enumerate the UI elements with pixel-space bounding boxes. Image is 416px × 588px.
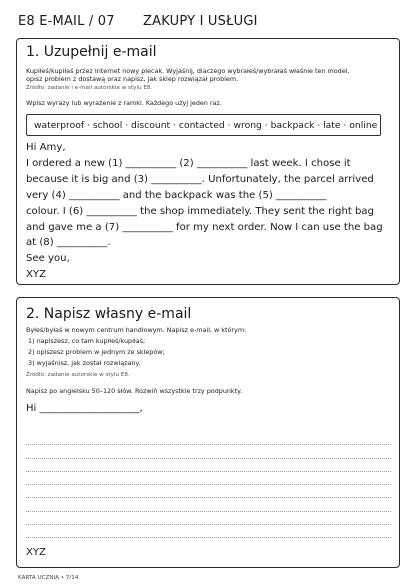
task-1-instruction: Wpisz wyrazy lub wyrażenie z ramki. Każdego użyj jeden raz. (26, 99, 222, 107)
worksheet-code: E8 E-MAIL / 07 (18, 14, 115, 29)
email-line: at (8) __________. (26, 237, 111, 249)
writing-line[interactable] (26, 459, 391, 472)
writing-line[interactable] (26, 525, 391, 538)
task-2-intro: Byłeś/byłaś w nowym centrum handlowym. Napisz e-mail, w którym: (26, 326, 247, 334)
task-1-box (16, 38, 400, 285)
task-1-source: Źródło: zadanie i e-mail autorskie w stylu E8. (26, 85, 153, 91)
task-2-signature: XYZ (26, 547, 46, 558)
email-line: and gave me a (7) __________ for my next order. Now I can use the bag (26, 221, 383, 233)
task-2-point: 2) opiszesz problem w jednym ze sklepów; (28, 348, 165, 356)
task-1-intro-line-2: opisz problem z dostawą oraz napisz, jak sklep rozwiązał problem. (26, 75, 239, 83)
worksheet-topic: ZAKUPY I USŁUGI (143, 14, 258, 29)
task-1-intro-line-1: Kupiłeś/kupiłaś przez Internet nowy plecak. Wyjaśnij, dlaczego wybrałeś/wybrałaś właśnie ten model, (26, 67, 350, 75)
task-2-source: Źródło: zadanie autorskie w stylu E8. (26, 372, 130, 378)
email-text (26, 140, 396, 283)
email-line: very (4) __________ and the backpack was the (5) __________ (26, 189, 327, 201)
task-2-instruction: Napisz po angielsku 50–120 słów. Rozwiń wszystkie trzy podpunkty. (26, 387, 243, 395)
task-2-point: 1) napiszesz, co tam kupiłeś/kupiłaś; (28, 337, 146, 345)
task-2-points (28, 336, 165, 369)
task-1-title: 1. Uzupełnij e-mail (26, 44, 157, 60)
writing-line[interactable] (26, 512, 391, 525)
greeting-line: Hi ____________________, (26, 403, 143, 414)
writing-area[interactable] (26, 432, 391, 538)
task-2-title: 2. Napisz własny e-mail (26, 306, 192, 322)
writing-line[interactable] (26, 445, 391, 458)
task-2-box (16, 297, 400, 568)
word-bank: waterproof · school · discount · contacted · wrong · backpack · late · online (34, 120, 378, 131)
writing-line[interactable] (26, 498, 391, 511)
email-line: Hi Amy, (26, 142, 66, 153)
task-2-point: 3) wyjaśnisz, jak został rozwiązany. (28, 359, 141, 367)
email-line: I ordered a new (1) __________ (2) __________ last week. I chose it (26, 157, 351, 169)
page-footer: KARTA UCZNIA • 7/14 (18, 575, 79, 581)
writing-line[interactable] (26, 472, 391, 485)
email-signature: XYZ (26, 269, 46, 281)
writing-line[interactable] (26, 485, 391, 498)
word-bank-box (26, 114, 381, 136)
writing-line[interactable] (26, 432, 391, 445)
page-header (18, 14, 258, 29)
email-line: because it is big and (3) __________. Unfortunately, the parcel arrived (26, 173, 374, 185)
email-line: colour. I (6) __________ the shop immediately. They sent the right bag (26, 205, 375, 217)
email-line: See you, (26, 253, 70, 265)
